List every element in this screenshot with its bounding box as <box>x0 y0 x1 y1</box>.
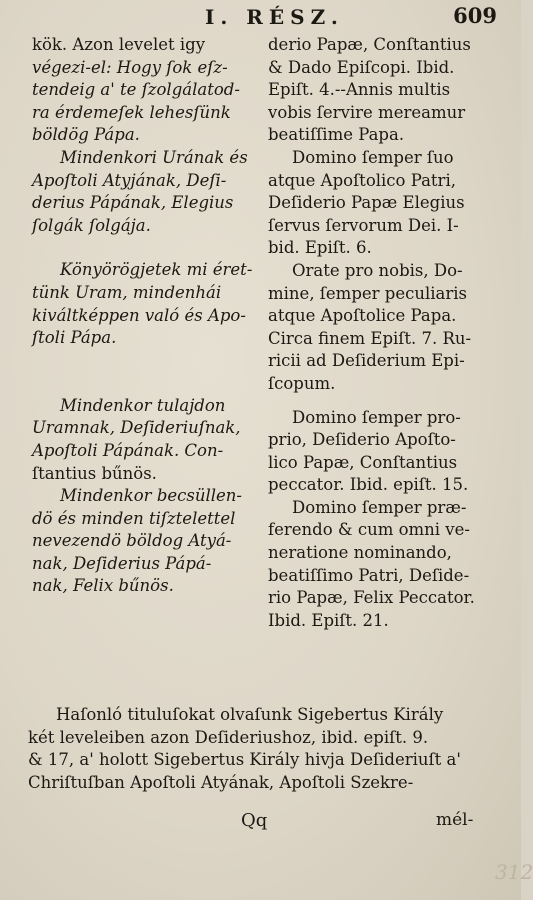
page-number: 609 <box>453 3 497 28</box>
text-line: tünk Uram, mindenhái <box>32 282 222 302</box>
margin-note: 312 <box>495 860 533 884</box>
spacer <box>32 350 264 395</box>
text-line: böldög Pápa. <box>32 125 140 145</box>
text-line: Uramnak, Deſideriuſnak, <box>32 418 241 438</box>
text-line: Mindenkor becsüllen- <box>60 486 242 506</box>
text-line: rio Papæ, Felix Peccator. <box>268 588 475 608</box>
text-line: Mindenkor tulajdon <box>60 395 226 415</box>
text-line: végezi-el: Hogy ſok eſz- <box>32 57 228 77</box>
text-line: vobis ſervire mereamur <box>268 102 466 122</box>
text-line: ſcopum. <box>268 373 336 393</box>
text-line: kiváltképpen való és Apo- <box>32 305 246 325</box>
text-line: lico Papæ, Conſtantius <box>268 452 458 472</box>
running-head: I. RÉSZ. <box>205 5 344 29</box>
text-line: Deſiderio Papæ Elegius <box>268 193 465 213</box>
text-line: Ibid. Epiſt. 21. <box>268 610 389 630</box>
text-line: Könyörögjetek mi éret- <box>60 260 253 280</box>
bottom-paragraph <box>28 704 498 794</box>
text-line: atque Apoſtolice Papa. <box>268 306 457 326</box>
text-line: & Dado Epiſcopi. Ibid. <box>268 57 455 77</box>
text-line: Apoſtoli Pápának. Con- <box>32 440 224 460</box>
text-line: derio Papæ, Conſtantius <box>268 35 471 54</box>
catchword: mél- <box>436 810 474 830</box>
text-line: neratione nominando, <box>268 543 452 563</box>
right-column-latin <box>268 34 492 632</box>
text-line: Mindenkori Urának és <box>60 147 248 167</box>
text-line: Domino ſemper ſuo <box>292 147 454 167</box>
text-line: Chriſtuſban Apoſtoli Atyának, Apoſtoli Szekre- <box>28 772 414 792</box>
text-line: Domino ſemper præ- <box>292 497 467 517</box>
text-line: Apoſtoli Atyjának, Deſi- <box>32 170 227 190</box>
left-column-hungarian <box>32 34 264 598</box>
text-line: kök. Azon levelet igy <box>32 35 206 54</box>
text-line: dö és minden tiſztelettel <box>32 508 236 528</box>
left-paragraph-1 <box>32 34 264 147</box>
text-line: tendeig a' te ſzolgálatod- <box>32 80 240 100</box>
left-paragraph-2 <box>32 147 264 237</box>
spacer <box>32 237 264 259</box>
text-line: beatiſſime Papa. <box>268 125 405 145</box>
text-line: beatiſſimo Patri, Deſide- <box>268 565 470 585</box>
right-paragraph-3 <box>268 260 492 396</box>
text-line: Domino ſemper pro- <box>292 407 461 427</box>
right-paragraph-4 <box>268 407 492 497</box>
text-line: ra érdemeſek lehesſünk <box>32 102 231 122</box>
text-line: derius Pápának, Elegius <box>32 193 234 213</box>
text-line: prio, Deſiderio Apoſto- <box>268 430 456 450</box>
text-line: ſolgák ſolgája. <box>32 215 151 235</box>
text-line: Epiſt. 4.--Annis multis <box>268 80 451 100</box>
text-line: nak, Deſiderius Pápá- <box>32 553 212 573</box>
text-line: Orate pro nobis, Do- <box>292 260 463 280</box>
right-paragraph-1 <box>268 34 492 147</box>
text-line: ſtantius bűnös. <box>32 463 157 483</box>
signature-mark: Qq <box>241 810 268 831</box>
spacer <box>268 396 492 407</box>
text-line: mine, ſemper peculiaris <box>268 283 467 303</box>
left-paragraph-5 <box>32 485 264 598</box>
text-line: ferendo & cum omni ve- <box>268 520 470 540</box>
right-paragraph-5 <box>268 497 492 633</box>
text-line: két leveleiben azon Deſideriushoz, ibid. epiſt. 9. <box>28 727 429 747</box>
text-line: bid. Epiſt. 6. <box>268 238 372 258</box>
right-paragraph-2 <box>268 147 492 260</box>
left-paragraph-4 <box>32 395 264 485</box>
text-line: Circa finem Epiſt. 7. Ru- <box>268 328 472 348</box>
text-line: Haſonló tituluſokat olvaſunk Sigebertus Király <box>56 705 444 724</box>
text-line: ſtoli Pápa. <box>32 328 117 348</box>
text-line: peccator. Ibid. epiſt. 15. <box>268 475 469 495</box>
text-line: nevezendö böldog Atyá- <box>32 531 232 551</box>
left-paragraph-3 <box>32 259 264 349</box>
text-line: nak, Felix bűnös. <box>32 576 174 596</box>
text-line: ricii ad Deſiderium Epi- <box>268 351 465 371</box>
text-line: & 17, a' holott Sigebertus Király hivja Deſideriuſt a' <box>28 750 461 770</box>
page-header <box>0 2 521 34</box>
text-line: ſervus ſervorum Dei. I- <box>268 215 459 235</box>
text-line: atque Apoſtolico Patri, <box>268 170 456 190</box>
